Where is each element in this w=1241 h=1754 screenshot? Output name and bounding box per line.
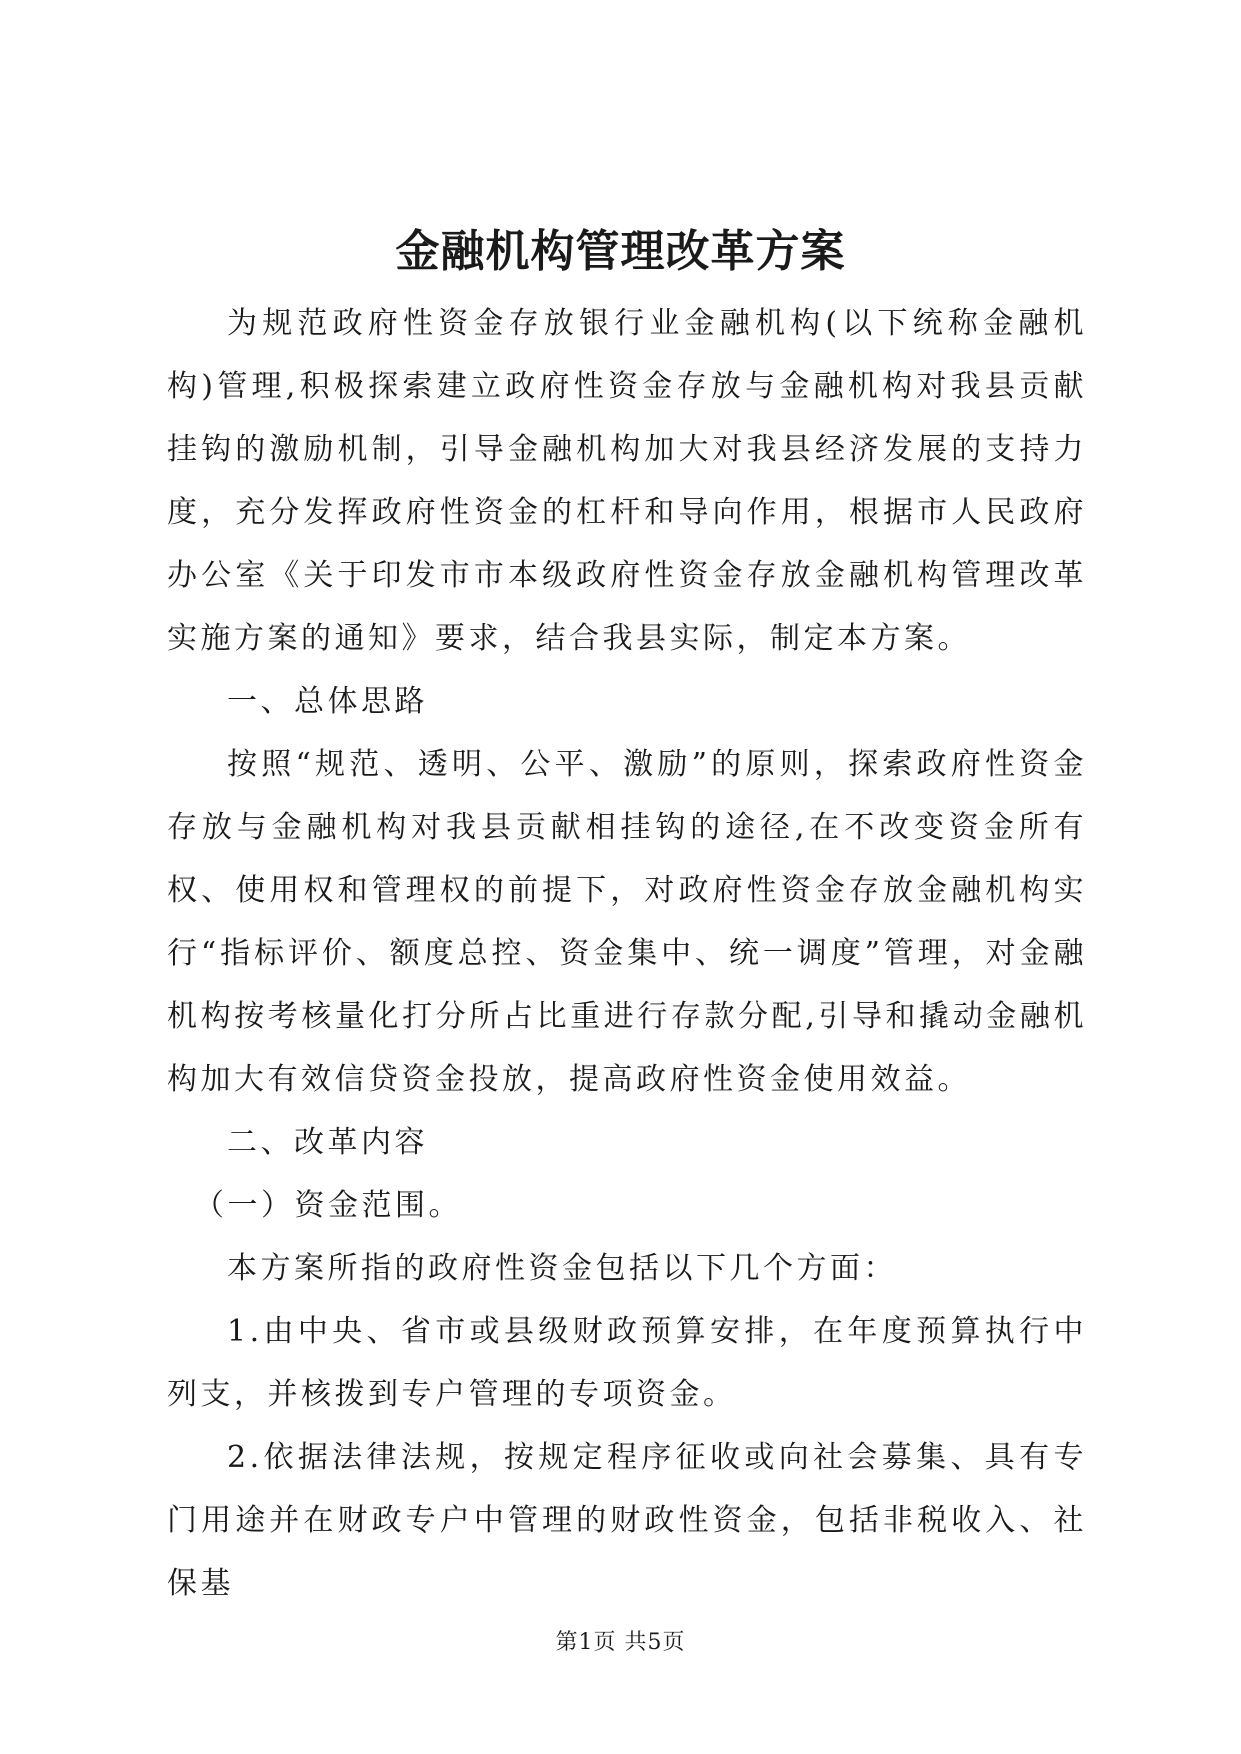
- section-heading-1: 一、总体思路: [227, 684, 428, 719]
- list-item-2: 2.依据法律法规，按规定程序征收或向社会募集、具有专门用途并在财政专户中管理的财政性资金，包括非税收入、社保基: [167, 1440, 1087, 1601]
- document-body: [167, 292, 1087, 1615]
- intro-paragraph: 为规范政府性资金存放银行业金融机构(以下统称金融机构)管理,积极探索建立政府性资金存放与金融机构对我县贡献挂钩的激励机制，引导金融机构加大对我县经济发展的支持力度，充分发挥政府性资金的杠杆和导向作用，根据市人民政府办公室《关于印发市市本级政府性资金存放金融机构管理改革实施方案的通知》要求，结合我县实际，制定本方案。: [167, 306, 1087, 656]
- section-1-paragraph: 按照“规范、透明、公平、激励”的原则，探索政府性资金存放与金融机构对我县贡献相挂钩的途径,在不改变资金所有权、使用权和管理权的前提下，对政府性资金存放金融机构实行“指标评价、额度总控、资金集中、统一调度”管理，对金融机构按考核量化打分所占比重进行存款分配,引导和撬动金融机构加大有效信贷资金投放，提高政府性资金使用效益。: [167, 747, 1087, 1097]
- list-item-1: 1.由中央、省市或县级财政预算安排，在年度预算执行中列支，并核拨到专户管理的专项资金。: [167, 1314, 1087, 1412]
- document-title: 金融机构管理改革方案: [395, 226, 846, 277]
- subsection-heading-1: （一）资金范围。: [194, 1188, 462, 1223]
- page-footer: 第1页 共5页: [555, 1630, 686, 1655]
- section-heading-2: 二、改革内容: [227, 1125, 428, 1160]
- scope-intro-paragraph: 本方案所指的政府性资金包括以下几个方面：: [227, 1251, 897, 1286]
